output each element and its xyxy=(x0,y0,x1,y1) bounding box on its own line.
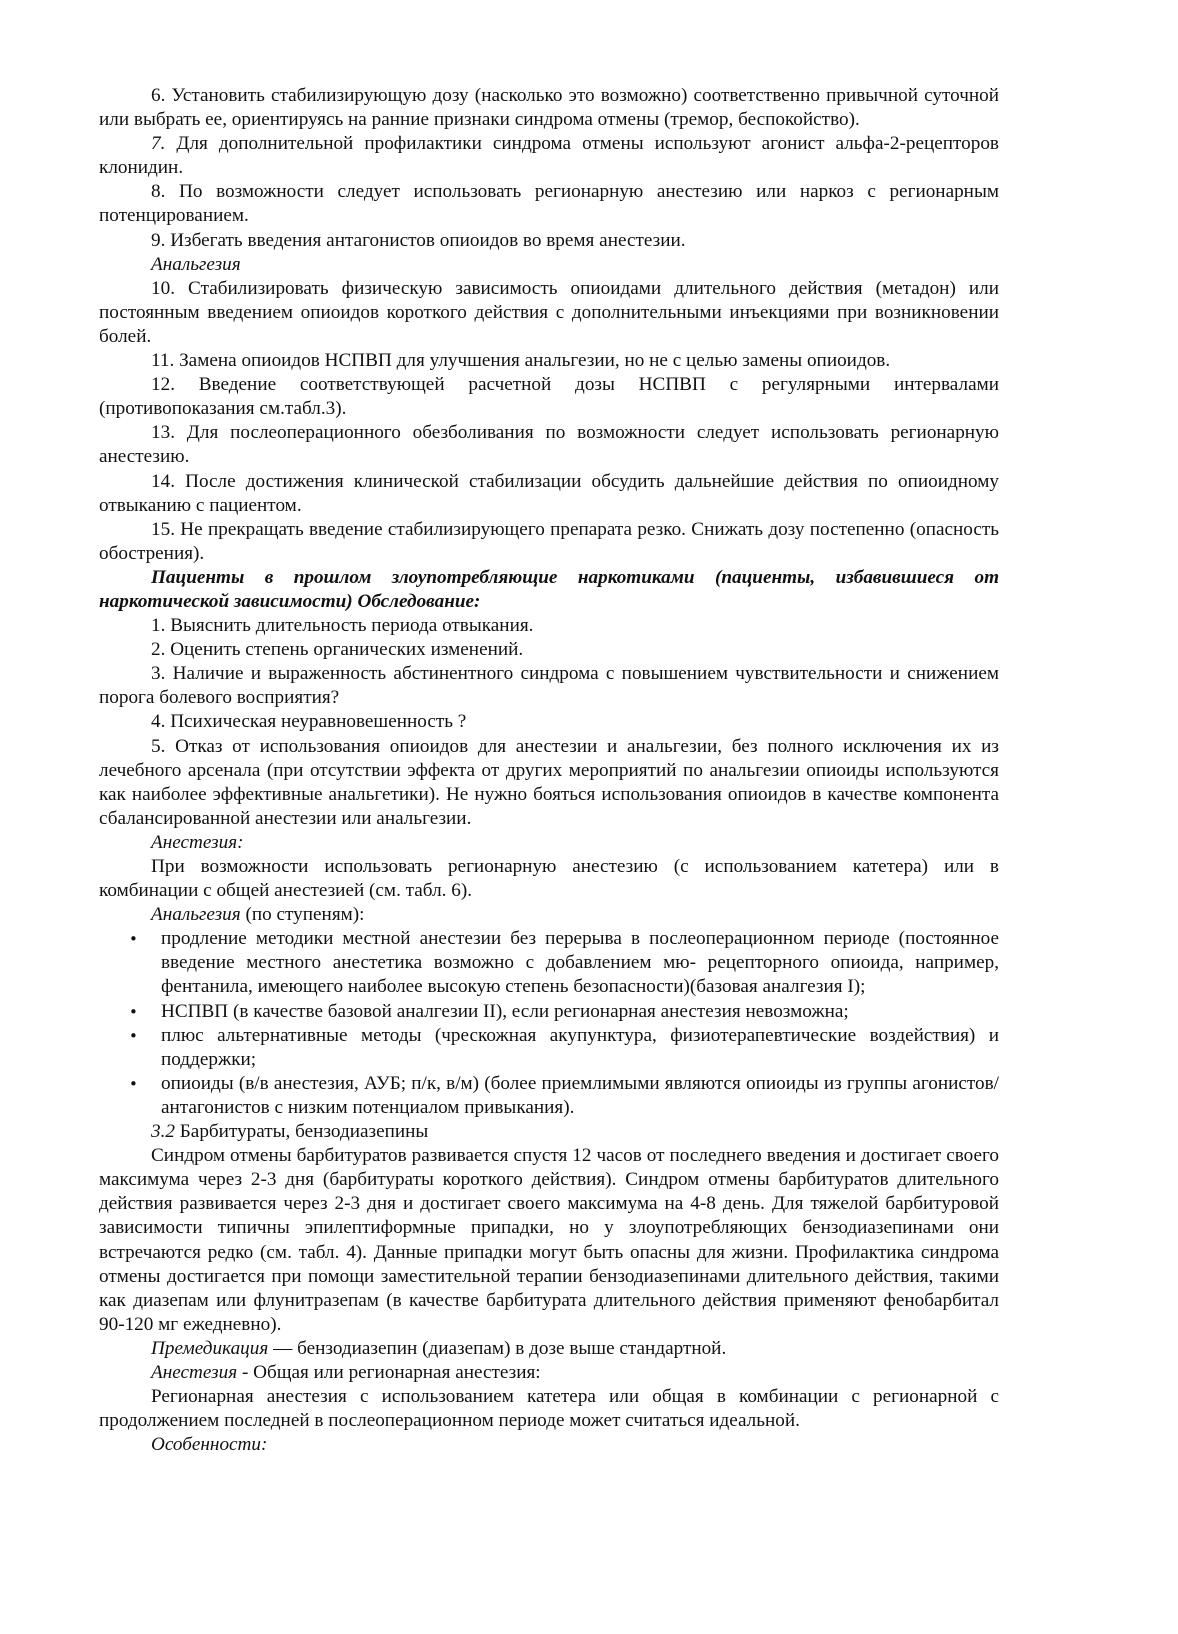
list-item xyxy=(99,1000,999,1024)
anesthesia-text: - Общая или регионарная анестезия: xyxy=(237,1361,541,1383)
list-item-text: опиоиды (в/в анестезия, АУБ; п/к, в/м) (более приемлимыми являются опиоиды из группы агонистов/антагонистов с низким потенциалом привыкания). xyxy=(161,1072,999,1118)
list-item-text: плюс альтернативные методы (чрескожная акупунктура, физиотерапевтические воздействия) и поддержки; xyxy=(161,1024,999,1070)
bullet-icon: • xyxy=(129,930,138,949)
list-item xyxy=(99,1072,999,1120)
paragraph-anesthesia-2 xyxy=(99,1361,999,1385)
exam-item-1: 1. Выяснить длительность периода отвыкания. xyxy=(151,615,534,637)
section-heading-3-2 xyxy=(99,1120,999,1144)
paragraph-item-14: 14. После достижения клинической стабилизации обсудить дальнейшие действия по опиоидному отвыканию с пациентом. xyxy=(99,470,999,516)
item-7-number: 7. xyxy=(151,133,166,155)
exam-item-3: 3. Наличие и выраженность абстинентного синдрома с повышением чувствительности и снижением порога болевого восприятия? xyxy=(99,663,999,709)
heading-anesthesia: Анестезия: xyxy=(151,831,244,853)
item-7-text: Для дополнительной профилактики синдрома отмены используют агонист альфа-2-рецепторов клонидин. xyxy=(99,133,999,179)
section-title: Барбитураты, бензодиазепины xyxy=(174,1121,429,1143)
paragraph-anesthesia: При возможности использовать регионарную анестезию (с использованием катетера) или в комбинации с общей анестезией (см. табл. 6). xyxy=(99,856,999,902)
paragraph-premedication xyxy=(99,1337,999,1361)
exam-item-2: 2. Оценить степень органических изменений. xyxy=(151,639,524,661)
exam-item-5: 5. Отказ от использования опиоидов для анестезии и анальгезии, без полного исключения их из лечебного арсенала (при отсутствии эффекта от других мероприятий по анальгезии опиоиды используются как наиболее эффективные анальгетики). Не нужно бояться использования опиоидов в качестве компонента сбалансированной анестезии или анальгезии. xyxy=(99,735,999,829)
heading-former-users: Пациенты в прошлом злоупотребляющие наркотиками (пациенты, избавившиеся от наркотической зависимости) Обследование: xyxy=(99,566,999,612)
paragraph-item-10: 10. Стабилизировать физическую зависимость опиоидами длительного действия (метадон) или постоянным введением опиоидов короткого действия с дополнительными инъекциями при возникновении болей. xyxy=(99,277,999,347)
anesthesia-label: Анестезия xyxy=(151,1361,238,1383)
document-page xyxy=(99,84,999,1457)
paragraph-item-7 xyxy=(99,132,999,180)
heading-features: Особенности: xyxy=(151,1434,268,1456)
heading-analgesia-steps xyxy=(99,903,999,927)
exam-item-4: 4. Психическая неуравновешенность ? xyxy=(151,711,467,733)
premedication-text: — бензодиазепин (диазепам) в дозе выше стандартной. xyxy=(268,1337,727,1359)
bullet-icon: • xyxy=(129,1002,138,1021)
analgesia-steps-label: Анальгезия xyxy=(151,904,241,926)
section-number: 3.2 xyxy=(151,1121,175,1143)
paragraph-item-11: 11. Замена опиоидов НСПВП для улучшения анальгезии, но не с целью замены опиоидов. xyxy=(151,350,891,372)
paragraph-item-12: 12. Введение соответствующей расчетной дозы НСПВП с регулярными интервалами (противопоказания см.табл.3). xyxy=(99,374,999,420)
paragraph-item-9: 9. Избегать введения антагонистов опиоидов во время анестезии. xyxy=(151,229,686,251)
list-item xyxy=(99,1024,999,1072)
paragraph-regional: Регионарная анестезия с использованием катетера или общая в комбинации с регионарной с продолжением последней в послеоперационном периоде может считаться идеальной. xyxy=(99,1386,999,1432)
analgesia-steps-rest: (по ступеням): xyxy=(240,904,365,926)
paragraph-item-15: 15. Не прекращать введение стабилизирующего препарата резко. Снижать дозу постепенно (опасность обострения). xyxy=(99,518,999,564)
analgesia-steps-list xyxy=(99,927,999,1120)
paragraph-item-6: 6. Установить стабилизирующую дозу (насколько это возможно) соответственно привычной суточной или выбрать ее, ориентируясь на ранние признаки синдрома отмены (тремор, беспокойство). xyxy=(99,85,999,131)
premedication-label: Премедикация xyxy=(151,1337,269,1359)
bullet-icon: • xyxy=(129,1026,138,1045)
list-item xyxy=(99,927,999,999)
paragraph-item-13: 13. Для послеоперационного обезболивания по возможности следует использовать регионарную анестезию. xyxy=(99,422,999,468)
bullet-icon: • xyxy=(129,1074,138,1093)
list-item-text: продление методики местной анестезии без перерыва в послеоперационном периоде (постоянное введение местного анестетика возможно с добавлением мю- рецепторного опиоида, например, фентанила, имеющего наиболее высокую степень безопасности)(базовая аналгезия I); xyxy=(161,928,999,998)
paragraph-item-8: 8. По возможности следует использовать регионарную анестезию или наркоз с регионарным потенцированием. xyxy=(99,181,999,227)
list-item-text: НСПВП (в качестве базовой аналгезии II), если регионарная анестезия невозможна; xyxy=(161,1000,849,1022)
heading-analgesia: Анальгезия xyxy=(151,253,241,275)
paragraph-barbiturates: Синдром отмены барбитуратов развивается спустя 12 часов от последнего введения и достигает своего максимума через 2-3 дня (барбитураты короткого действия). Синдром отмены барбитуратов длительного действия развивается через 2-3 дня и достигает своего максимума на 4-8 день. Для тяжелой барбитуровой зависимости типичны эпилептиформные припадки, но у злоупотребляющих бензодиазепинами они встречаются редко (см. табл. 4). Данные припадки могут быть опасны для жизни. Профилактика синдрома отмены достигается при помощи заместительной терапии бензодиазепинами длительного действия, такими как диазепам или флунитразепам (в качестве барбитурата длительного действия применяют фенобарбитал 90-120 мг ежедневно). xyxy=(99,1145,999,1335)
